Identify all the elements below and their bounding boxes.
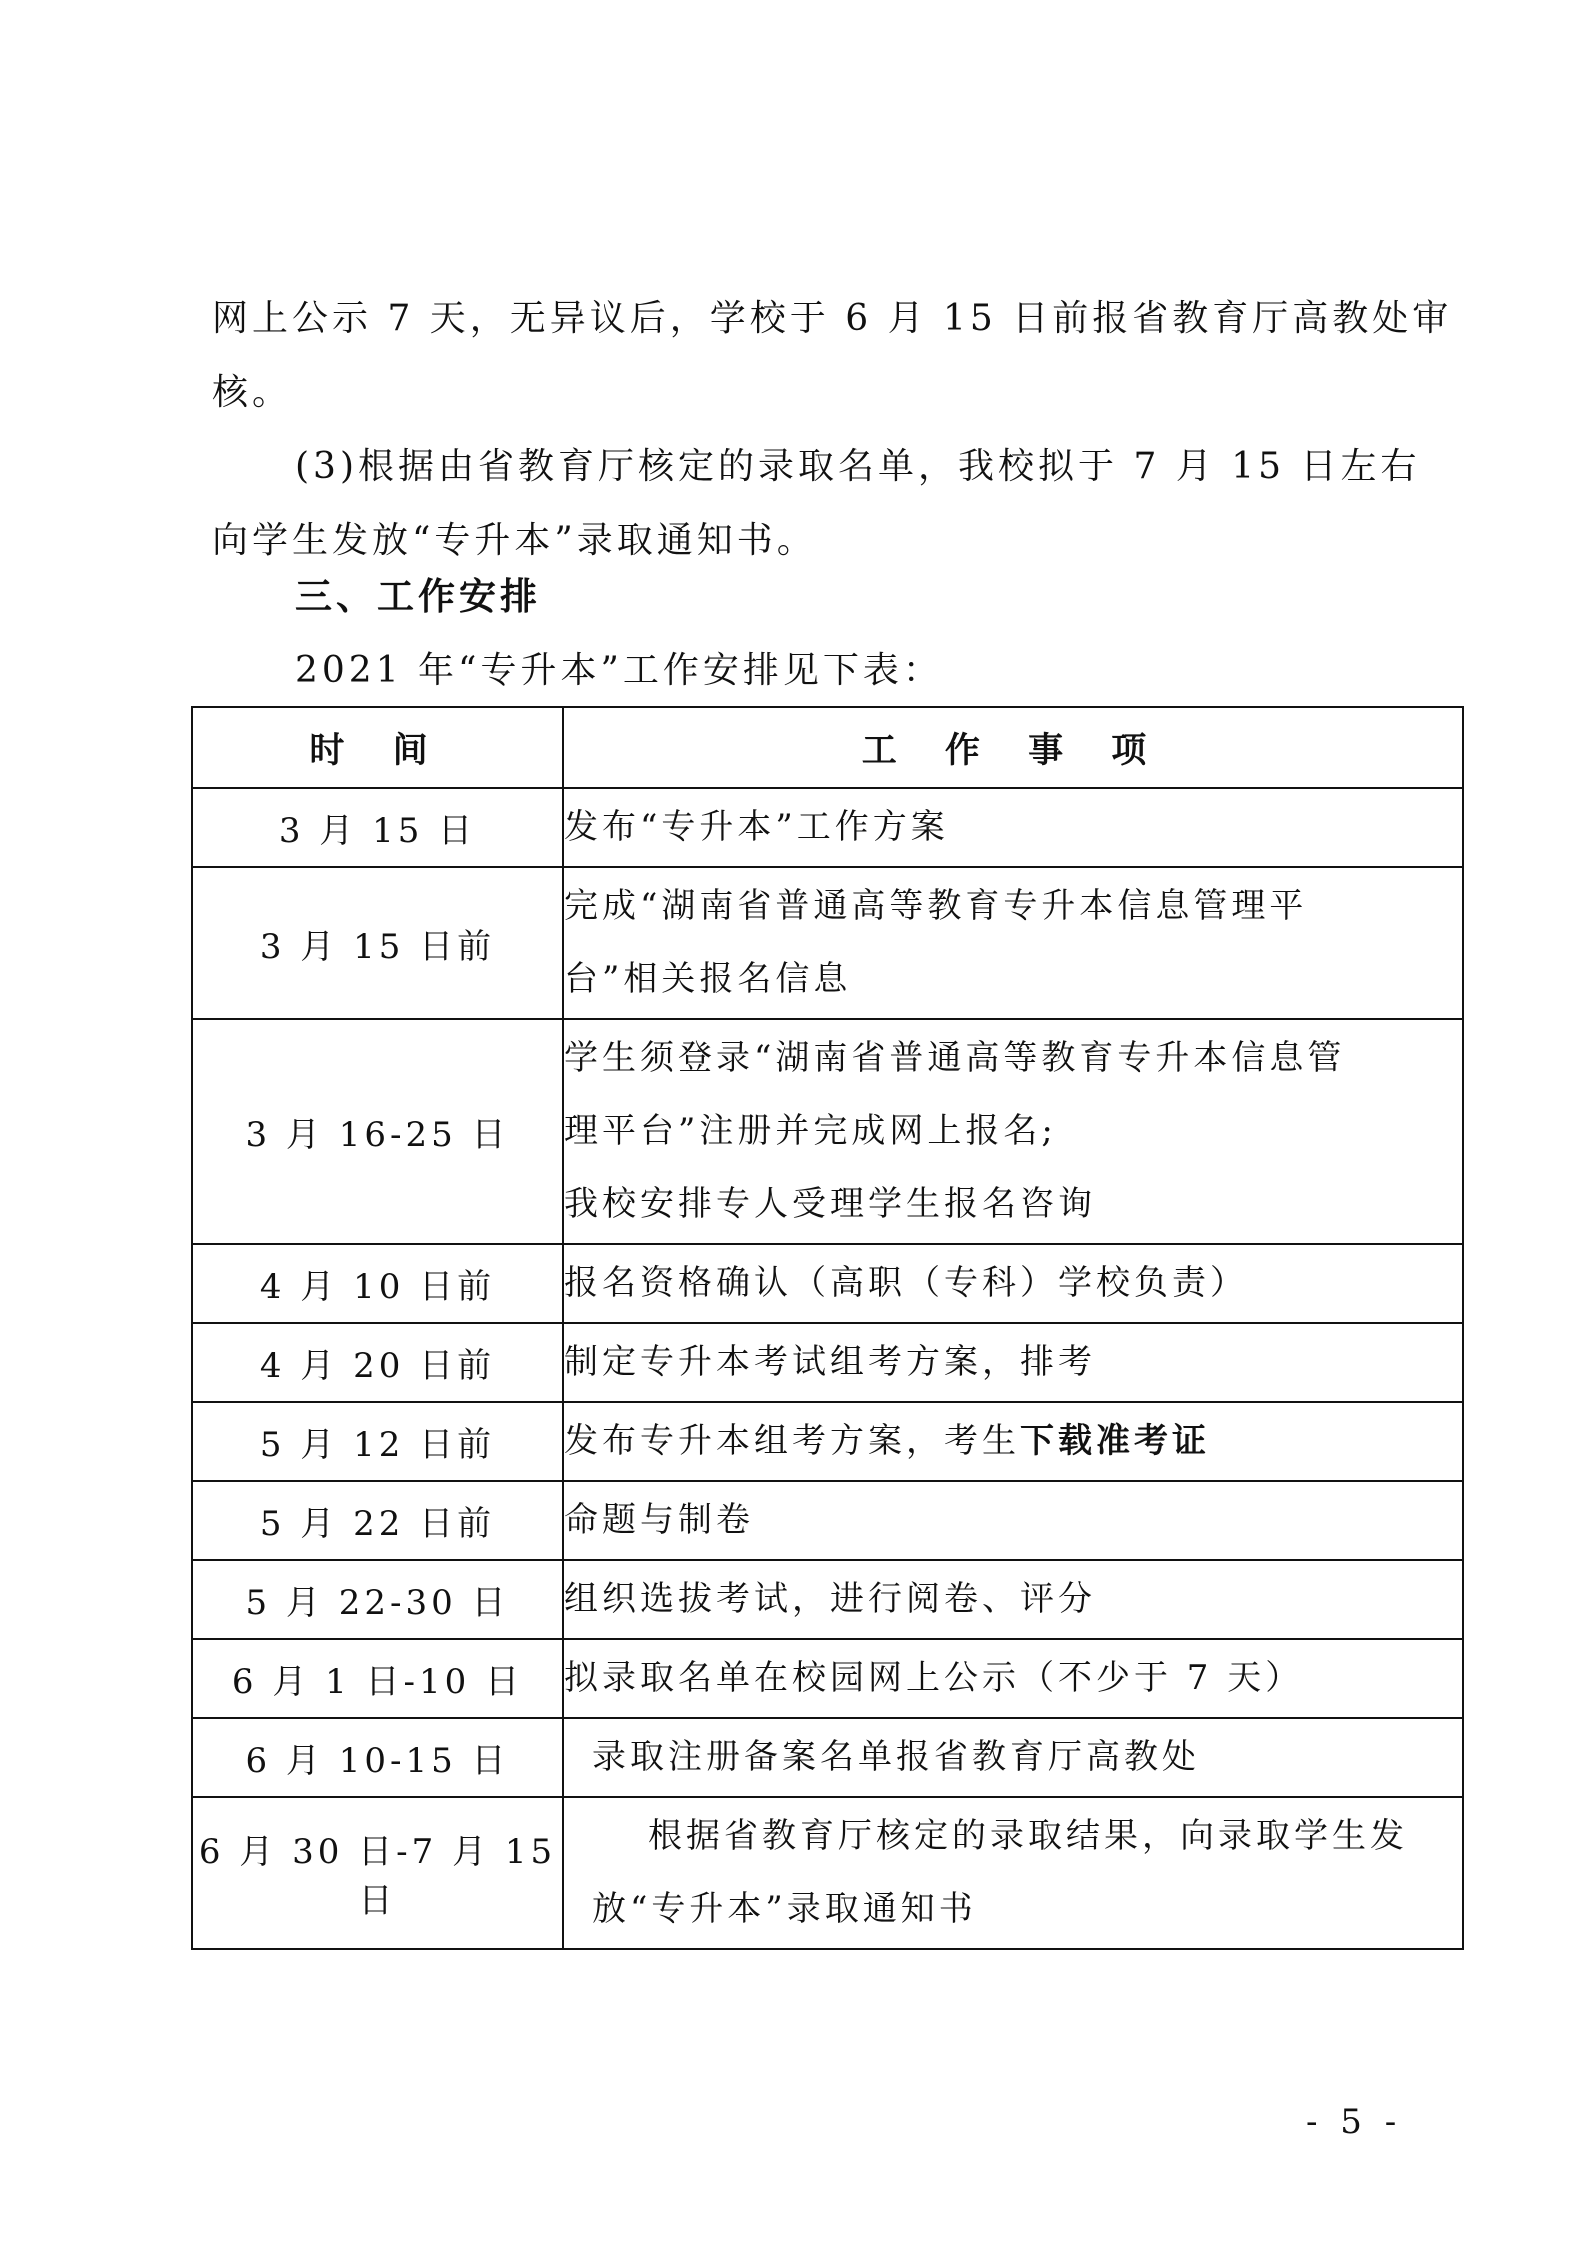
section-heading: 三、工作安排	[295, 575, 541, 618]
table-row	[192, 1797, 1463, 1949]
time-cell: 4 月 10 日前	[192, 1244, 563, 1323]
table-header-row	[192, 707, 1463, 788]
task-line: 放“专升本”录取通知书	[592, 1889, 977, 1929]
task-line	[564, 1405, 1462, 1478]
task-cell	[563, 867, 1463, 1019]
task-line: 根据省教育厅核定的录取结果，向录取学生发	[648, 1816, 1408, 1856]
task-emphasis: 下载准考证	[1020, 1421, 1210, 1461]
table-row	[192, 1718, 1463, 1797]
table-row	[192, 1323, 1463, 1402]
task-line: 理平台”注册并完成网上报名;	[564, 1111, 1057, 1151]
table-row	[192, 1019, 1463, 1244]
task-line: 台”相关报名信息	[564, 959, 852, 999]
page-number: - 5 -	[1306, 2102, 1403, 2142]
table-row	[192, 867, 1463, 1019]
table-row	[192, 1402, 1463, 1481]
body-paragraph-line: 核。	[212, 372, 293, 413]
task-cell	[563, 1323, 1463, 1402]
time-cell: 4 月 20 日前	[192, 1323, 563, 1402]
time-cell: 6 月 10-15 日	[192, 1718, 563, 1797]
task-line: 报名资格确认（高职（专科）学校负责）	[564, 1263, 1248, 1303]
task-cell	[563, 1560, 1463, 1639]
time-cell: 5 月 22 日前	[192, 1481, 563, 1560]
table-row	[192, 1481, 1463, 1560]
table-row	[192, 1560, 1463, 1639]
table-row	[192, 1244, 1463, 1323]
task-line: 完成“湖南省普通高等教育专升本信息管理平	[564, 886, 1308, 926]
task-cell	[563, 1019, 1463, 1244]
task-line: 命题与制卷	[564, 1500, 754, 1540]
table-row	[192, 788, 1463, 867]
task-line: 拟录取名单在校园网上公示（不少于 7 天）	[564, 1658, 1304, 1698]
schedule-table	[191, 706, 1464, 1950]
time-cell: 3 月 15 日	[192, 788, 563, 867]
task-cell	[563, 1639, 1463, 1718]
task-line: 组织选拔考试，进行阅卷、评分	[564, 1579, 1096, 1619]
time-cell: 6 月 30 日-7 月 15 日	[192, 1797, 563, 1949]
task-line: 制定专升本考试组考方案，排考	[564, 1342, 1096, 1382]
time-cell: 3 月 16-25 日	[192, 1019, 563, 1244]
table-intro: 2021 年“专升本”工作安排见下表：	[295, 650, 943, 691]
body-paragraph-line: 向学生发放“专升本”录取通知书。	[212, 520, 817, 561]
task-line: 发布“专升本”工作方案	[564, 807, 949, 847]
task-line: 学生须登录“湖南省普通高等教育专升本信息管	[564, 1038, 1346, 1078]
task-text: 发布专升本组考方案，考生	[564, 1421, 1020, 1461]
task-line: 我校安排专人受理学生报名咨询	[564, 1184, 1096, 1224]
time-cell: 3 月 15 日前	[192, 867, 563, 1019]
body-paragraph-line: (3)根据由省教育厅核定的录取名单，我校拟于 7 月 15 日左右	[295, 446, 1421, 487]
table-row	[192, 1639, 1463, 1718]
time-cell: 5 月 12 日前	[192, 1402, 563, 1481]
header-time: 时 间	[192, 707, 563, 788]
task-cell	[563, 1797, 1463, 1949]
time-cell: 5 月 22-30 日	[192, 1560, 563, 1639]
task-cell	[563, 1244, 1463, 1323]
body-paragraph-line: 网上公示 7 天，无异议后，学校于 6 月 15 日前报省教育厅高教处审	[212, 298, 1453, 339]
task-cell	[563, 1718, 1463, 1797]
task-line: 录取注册备案名单报省教育厅高教处	[592, 1737, 1200, 1777]
header-task: 工 作 事 项	[563, 707, 1463, 788]
time-cell: 6 月 1 日-10 日	[192, 1639, 563, 1718]
task-cell	[563, 1402, 1463, 1481]
task-cell	[563, 1481, 1463, 1560]
task-cell	[563, 788, 1463, 867]
